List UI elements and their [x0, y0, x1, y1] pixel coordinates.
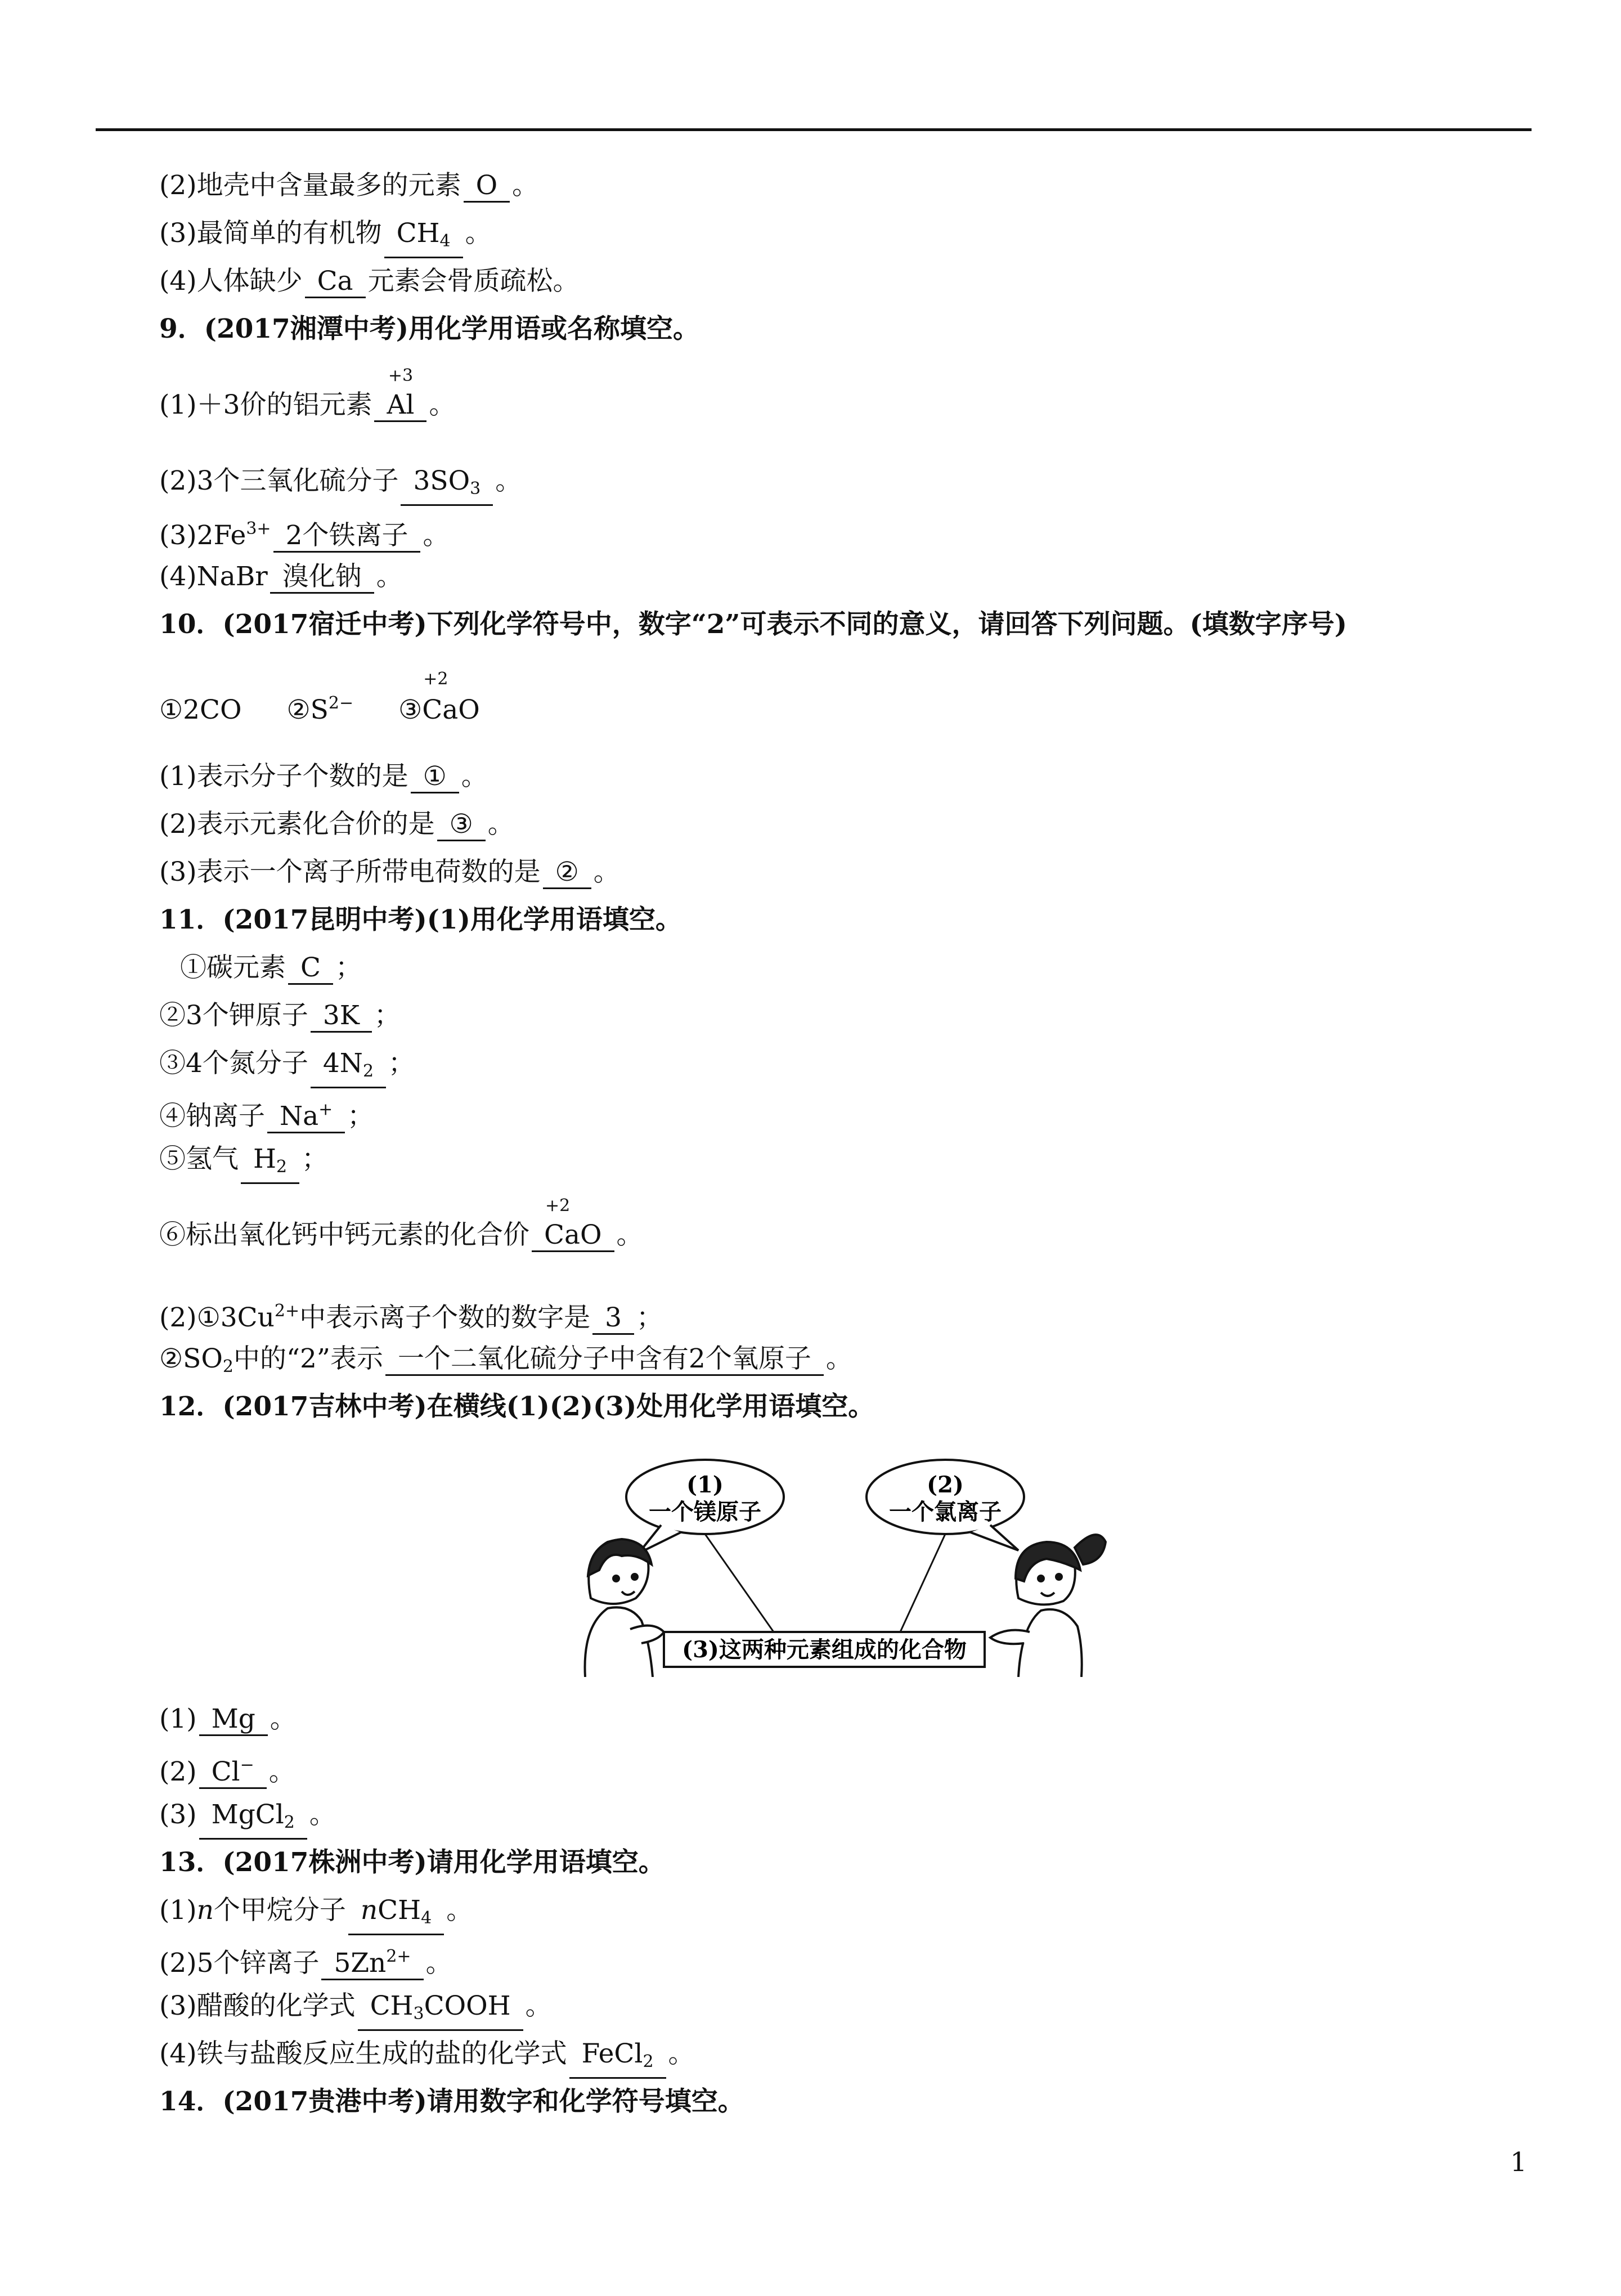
question-text: (2)地壳中含量最多的元素 — [159, 170, 461, 201]
answer-blank — [199, 1800, 307, 1840]
answer-blank — [464, 171, 510, 203]
answer-blank — [348, 1895, 444, 1935]
line-q9-4 — [159, 560, 403, 594]
answer-blank — [374, 366, 426, 422]
answer-blank — [437, 809, 486, 841]
question-text: (4)人体缺少 — [159, 266, 303, 297]
question-text: (4)铁与盐酸反应生成的盐的化学式 — [159, 2038, 567, 2069]
line-q11-7 — [159, 1294, 663, 1335]
answer-blank — [592, 1303, 634, 1335]
option-2: ②S — [286, 694, 329, 725]
answer-text: CH — [378, 1895, 421, 1926]
question-text: ⑤氢气 — [159, 1143, 239, 1174]
answer-blank — [199, 1704, 268, 1736]
option-3: CaO — [422, 694, 480, 725]
line-q13-1 — [159, 1894, 473, 1935]
question-text: (3)醋酸的化学式 — [159, 1990, 356, 2021]
answer-text: ③ — [449, 809, 473, 840]
punct: 。 — [423, 520, 450, 551]
question-text: ③4个氮分子 — [159, 1048, 308, 1079]
line-q11-4 — [159, 1095, 374, 1133]
answer-blank — [270, 562, 374, 594]
bubble2-line1: (2) — [927, 1472, 964, 1498]
illustration-figure — [568, 1458, 1125, 1677]
question-text: 元素会骨质疏松。 — [367, 266, 580, 297]
answer-text: 溴化钠 — [282, 561, 362, 592]
line-q11-1 — [180, 951, 362, 985]
compound-box-label: (3)这两种元素组成的化合物 — [682, 1636, 967, 1663]
line-q12-3 — [159, 1798, 336, 1840]
answer-blank — [305, 266, 366, 298]
answer-blank — [199, 1750, 267, 1789]
valence-label: +2 — [423, 669, 448, 689]
punct: 。 — [376, 561, 403, 592]
line-q10-2 — [159, 808, 514, 841]
variable-n: n — [196, 1895, 214, 1926]
connector-left — [705, 1534, 774, 1632]
question-text: 个甲烷分子 — [213, 1895, 346, 1926]
line-q11-8 — [159, 1342, 852, 1384]
line-q12-2 — [159, 1750, 295, 1789]
bubble1-line2: 一个镁原子 — [649, 1499, 761, 1525]
answer-text: 3K — [322, 1000, 360, 1031]
punct: 。 — [487, 809, 514, 840]
question-text: (3) — [159, 1799, 197, 1830]
punct: ； — [335, 952, 362, 983]
punct: ； — [636, 1302, 663, 1333]
answer-text: Ca — [317, 266, 353, 297]
answer-text: CaO — [544, 1219, 602, 1250]
answer-text: MgCl — [211, 1799, 284, 1830]
question-text: (1) — [159, 1895, 197, 1926]
line-q13-2 — [159, 1941, 452, 1980]
question-text: (2)①3Cu — [159, 1302, 275, 1333]
question-text: (2)5个锌离子 — [159, 1948, 320, 1979]
line-q9-3 — [159, 512, 449, 553]
answer-text: FeCl — [581, 2038, 643, 2069]
punct: 。 — [512, 170, 539, 201]
option-1: ①2CO — [159, 694, 242, 725]
answer-blank — [241, 1144, 299, 1184]
punct: 。 — [495, 465, 522, 496]
punct: 。 — [270, 1703, 297, 1734]
question-13-heading: 13．(2017株洲中考)请用化学用语填空。 — [159, 1847, 665, 1878]
question-text: (1) — [159, 1703, 197, 1734]
answer-blank — [321, 1941, 423, 1980]
punct: ； — [374, 1000, 401, 1031]
bubble1-line1: (1) — [686, 1472, 724, 1498]
answer-blank — [401, 466, 493, 506]
question-text: (1)＋3价的铝元素 — [159, 389, 372, 420]
subscript: 4 — [421, 1908, 432, 1928]
question-text: (3)最简单的有机物 — [159, 218, 382, 249]
question-text: (1)表示分子个数的是 — [159, 761, 408, 792]
superscript: 3+ — [246, 519, 271, 539]
answer-text: Mg — [211, 1703, 255, 1734]
punct: 。 — [461, 761, 488, 792]
punct: ； — [302, 1143, 329, 1174]
superscript: + — [318, 1100, 333, 1119]
answer-text: CH — [396, 218, 440, 249]
question-text: ④钠离子 — [159, 1101, 265, 1132]
question-text: ⑥标出氧化钙中钙元素的化合价 — [159, 1219, 529, 1250]
option-3-marker: ③ — [398, 694, 423, 725]
girl-figure — [990, 1535, 1106, 1677]
question-text: ①碳元素 — [180, 952, 286, 983]
valence-label: +2 — [545, 1196, 571, 1216]
question-9-heading: 9．(2017湘潭中考)用化学用语或名称填空。 — [159, 313, 699, 344]
line-q11-6 — [159, 1196, 643, 1252]
subscript: 2 — [276, 1157, 288, 1177]
answer-blank — [267, 1095, 345, 1133]
line-q11-2 — [159, 999, 401, 1033]
line-q8-4 — [159, 264, 580, 298]
answer-text: 一个二氧化硫分子中含有2个氧原子 — [397, 1343, 811, 1374]
subscript: 3 — [413, 2004, 424, 2024]
line-q10-1 — [159, 760, 488, 793]
punct: 。 — [465, 218, 492, 249]
question-text: (2)3个三氧化硫分子 — [159, 465, 399, 496]
answer-text: Cl — [211, 1756, 240, 1787]
line-q9-2 — [159, 464, 522, 506]
line-q13-4 — [159, 2037, 695, 2079]
punct: 。 — [446, 1895, 473, 1926]
valence-label: +3 — [388, 366, 414, 385]
answer-text: CH — [370, 1990, 414, 2021]
bubble2-line2: 一个氯离子 — [889, 1499, 1002, 1525]
answer-blank — [273, 521, 421, 553]
line-q9-1 — [159, 366, 456, 422]
superscript: − — [240, 1755, 254, 1775]
punct: ； — [388, 1048, 415, 1079]
answer-text: C — [300, 952, 321, 983]
answer-blank — [311, 1001, 372, 1033]
punct: ； — [347, 1101, 374, 1132]
answer-text: 4N — [322, 1048, 363, 1079]
line-q8-2 — [159, 169, 538, 203]
line-q8-3 — [159, 217, 492, 258]
punct: 。 — [309, 1799, 336, 1830]
answer-blank — [543, 857, 591, 889]
answer-blank — [311, 1048, 386, 1088]
question-text: (3)表示一个离子所带电荷数的是 — [159, 856, 541, 887]
boy-figure — [585, 1539, 664, 1677]
subscript: 3 — [470, 479, 481, 499]
connector-right — [900, 1534, 945, 1632]
subscript: 2 — [222, 1357, 234, 1376]
answer-blank — [384, 218, 463, 258]
answer-blank — [532, 1196, 614, 1252]
subscript: 2 — [643, 2052, 654, 2071]
punct: 。 — [593, 856, 620, 887]
answer-blank — [288, 953, 333, 985]
superscript: 2+ — [274, 1301, 300, 1321]
q10-options — [159, 669, 480, 727]
punct: 。 — [825, 1343, 852, 1374]
header-rule — [96, 128, 1532, 131]
answer-text: 3 — [605, 1302, 622, 1333]
question-11-heading: 11．(2017昆明中考)(1)用化学用语填空。 — [159, 904, 682, 935]
answer-text: ① — [423, 761, 447, 792]
question-14-heading: 14．(2017贵港中考)请用数字和化学符号填空。 — [159, 2086, 744, 2117]
punct: 。 — [668, 2038, 695, 2069]
question-10-heading: 10．(2017宿迁中考)下列化学符号中，数字“2”可表示不同的意义，请回答下列问题。(填数字序号) — [159, 609, 1347, 640]
answer-text: 5Zn — [334, 1948, 387, 1979]
question-12-heading: 12．(2017吉林中考)在横线(1)(2)(3)处用化学用语填空。 — [159, 1391, 875, 1422]
question-text: (4)NaBr — [159, 561, 268, 592]
subscript: 4 — [439, 231, 451, 251]
question-text: (2) — [159, 1756, 197, 1787]
line-q11-5 — [159, 1142, 328, 1184]
answer-text: O — [475, 170, 498, 201]
subscript: 2 — [362, 1061, 374, 1081]
answer-blank — [411, 761, 459, 793]
answer-blank — [358, 1991, 523, 2031]
answer-blank — [569, 2039, 666, 2079]
answer-text: Na — [280, 1101, 319, 1132]
line-q12-1 — [159, 1702, 297, 1736]
variable-n: n — [360, 1895, 378, 1926]
punct: 。 — [616, 1219, 643, 1250]
answer-text: Al — [387, 389, 415, 420]
line-q13-3 — [159, 1989, 552, 2031]
question-text: ②3个钾原子 — [159, 1000, 308, 1031]
answer-text: ② — [555, 856, 579, 887]
answer-blank — [385, 1344, 824, 1376]
superscript: 2− — [328, 693, 354, 713]
answer-text: H — [253, 1143, 276, 1174]
punct: 。 — [525, 1990, 552, 2021]
question-text: (2)表示元素化合价的是 — [159, 809, 435, 840]
line-q10-3 — [159, 855, 620, 889]
line-q11-3 — [159, 1047, 415, 1088]
answer-text: COOH — [424, 1990, 511, 2021]
superscript: 2+ — [386, 1947, 411, 1966]
question-text: ②SO — [159, 1343, 223, 1374]
answer-text: 3SO — [413, 465, 470, 496]
question-text: 中表示离子个数的数字是 — [299, 1302, 591, 1333]
subscript: 2 — [284, 1813, 295, 1832]
page-number: 1 — [1510, 2147, 1527, 2178]
punct: 。 — [268, 1756, 295, 1787]
cartoon-illustration — [568, 1458, 1125, 1677]
punct: 。 — [429, 389, 456, 420]
punct: 。 — [425, 1948, 452, 1979]
question-text: (3)2Fe — [159, 520, 246, 551]
question-text: 中的“2”表示 — [233, 1343, 383, 1374]
answer-text: 2个铁离子 — [285, 520, 408, 551]
